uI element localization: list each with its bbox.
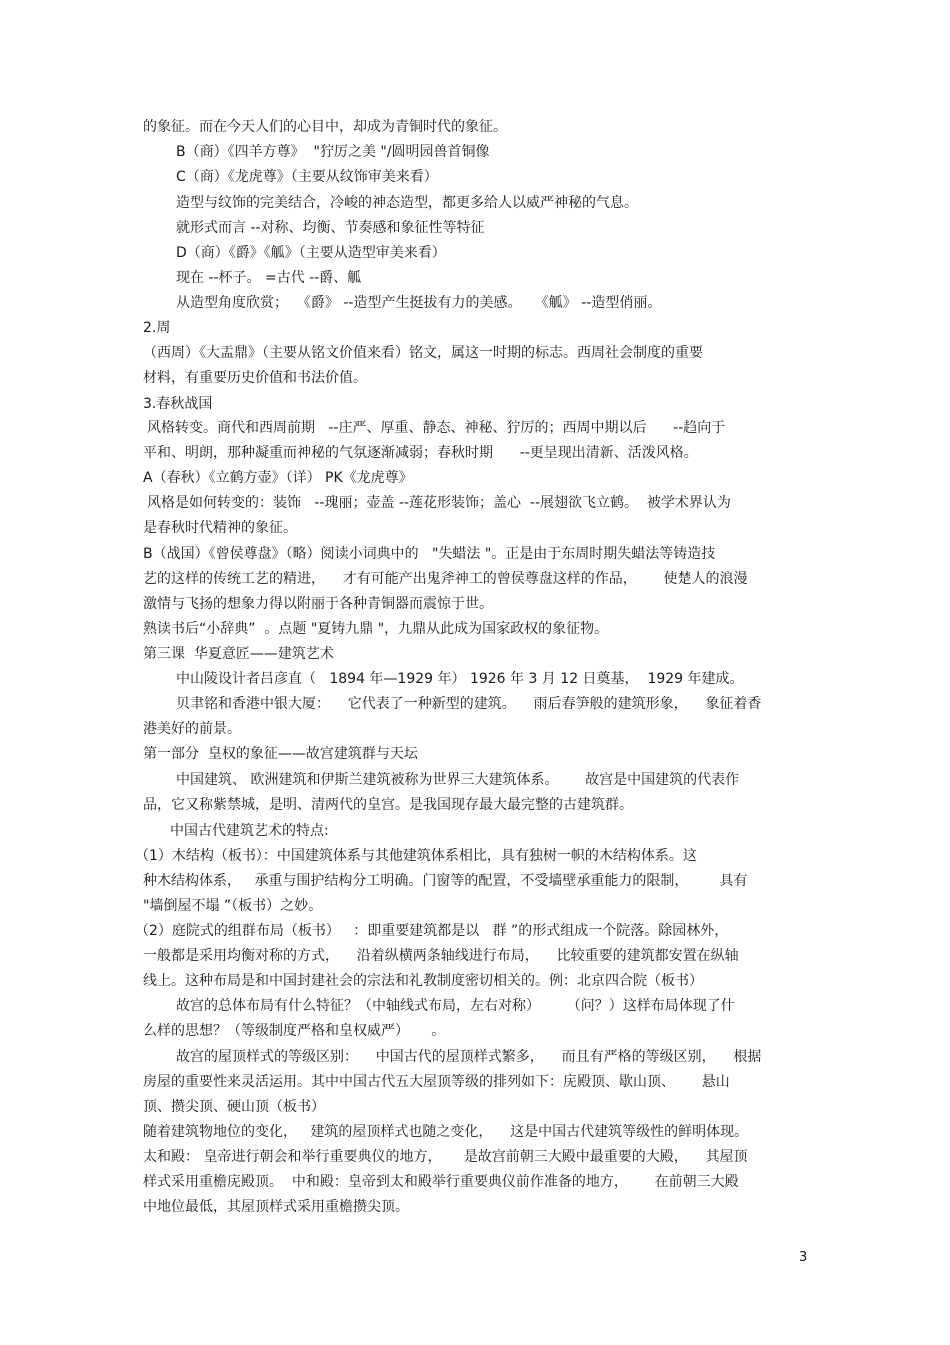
page-number: 3 bbox=[799, 1250, 808, 1265]
text-line: 现在 --杯子。 =古代 --爵、觚 bbox=[176, 270, 362, 286]
text-line: 太和殿： 皇帝进行朝会和举行重要典仪的地方， 是故宫前朝三大殿中最重要的大殿， 其屋顶 bbox=[143, 1149, 748, 1165]
section-heading: 第一部分 皇权的象征——故宫建筑群与天坛 bbox=[143, 746, 418, 762]
text-line: C（商）《龙虎尊》（主要从纹饰审美来看） bbox=[176, 169, 438, 185]
text-line: 风格是如何转变的：装饰 --瑰丽；壶盖 --莲花形装饰；盖心 --展翅欲飞立鹤。 被学术界认为 bbox=[147, 495, 731, 511]
text-line: 品，它又称紫禁城，是明、清两代的皇宫。是我国现存最大最完整的古建筑群。 bbox=[143, 797, 633, 813]
text-line: 平和、明朗，那种凝重而神秘的气氛逐渐减弱；春秋时期 --更呈现出清新、活泼风格。 bbox=[143, 445, 698, 461]
text-line: 房屋的重要性来灵活运用。其中中国古代五大屋顶等级的排列如下：庑殿顶、歇山顶、 悬山 bbox=[143, 1074, 730, 1090]
text-line: 中国建筑、 欧洲建筑和伊斯兰建筑被称为世界三大建筑体系。 故宫是中国建筑的代表作 bbox=[176, 772, 740, 788]
text-line: 的象征。而在今天人们的心目中，却成为青铜时代的象征。 bbox=[143, 119, 507, 135]
text-line: B（战国）《曾侯尊盘》（略）阅读小词典中的 "失蜡法 "。正是由于东周时期失蜡法等铸造技 bbox=[143, 546, 716, 562]
text-line: 从造型角度欣赏； 《爵》 --造型产生挺拔有力的美感。 《觚》 --造型俏丽。 bbox=[176, 295, 662, 311]
text-line: 就形式而言 --对称、均衡、节奏感和象征性等特征 bbox=[176, 220, 485, 236]
section-heading: 3.春秋战国 bbox=[143, 396, 213, 412]
text-line: 熟读书后“小辞典” 。点题 "夏铸九鼎 "，九鼎从此成为国家政权的象征物。 bbox=[143, 621, 609, 637]
text-line: 样式采用重檐庑殿顶。 中和殿：皇帝到太和殿举行重要典仪前作准备的地方， 在前朝三大殿 bbox=[143, 1174, 739, 1190]
text-line: A（春秋）《立鹤方壶》（详） PK《龙虎尊》 bbox=[143, 470, 413, 486]
text-line: 顶、攒尖顶、硬山顶（板书） bbox=[143, 1099, 325, 1115]
text-line: 故宫的屋顶样式的等级区别： 中国古代的屋顶样式繁多， 而且有严格的等级区别， 根据 bbox=[176, 1049, 762, 1065]
text-line: （西周）《大盂鼎》（主要从铭文价值来看）铭文，属这一时期的标志。西周社会制度的重要 bbox=[143, 345, 703, 361]
text-line: 中山陵设计者吕彦直（ 1894 年—1929 年） 1926 年 3 月 12 日奠基， 1929 年建成。 bbox=[176, 671, 744, 687]
text-line: 风格转变。商代和西周前期 --庄严、厚重、静态、神秘、狞厉的；西周中期以后 --趋向于 bbox=[147, 420, 726, 436]
text-line: 材料，有重要历史价值和书法价值。 bbox=[143, 370, 367, 386]
section-heading: 2.周 bbox=[143, 320, 171, 336]
text-line: （1）木结构（板书）：中国建筑体系与其他建筑体系相比，具有独树一帜的木结构体系。这 bbox=[135, 848, 697, 864]
text-line: 艺的这样的传统工艺的精进， 才有可能产出鬼斧神工的曾侯尊盘这样的作品， 使楚人的浪漫 bbox=[143, 571, 748, 587]
section-heading: 第三课 华夏意匠——建筑艺术 bbox=[143, 646, 334, 662]
text-line: 激情与飞扬的想象力得以附丽于各种青铜器而震惊于世。 bbox=[143, 596, 493, 612]
text-line: 故宫的总体布局有什么特征？（中轴线式布局，左右对称） （问？）这样布局体现了什 bbox=[176, 998, 735, 1014]
text-line: 是春秋时代精神的象征。 bbox=[143, 520, 297, 536]
text-line: 线上。这种布局是和中国封建社会的宗法和礼教制度密切相关的。例：北京四合院（板书） bbox=[143, 973, 703, 989]
text-line: 中国古代建筑艺术的特点: bbox=[170, 823, 329, 839]
text-line: 一般都是采用均衡对称的方式， 沿着纵横两条轴线进行布局， 比较重要的建筑都安置在纵轴 bbox=[143, 948, 739, 964]
text-line: 贝聿铭和香港中银大厦： 它代表了一种新型的建筑。 雨后春笋般的建筑形象， 象征着香 bbox=[176, 696, 762, 712]
text-line: "墙倒屋不塌 ”（板书）之妙。 bbox=[143, 898, 323, 914]
text-line: 中地位最低，其屋顶样式采用重檐攒尖顶。 bbox=[143, 1199, 409, 1215]
text-line: 随着建筑物地位的变化， 建筑的屋顶样式也随之变化， 这是中国古代建筑等级性的鲜明体现。 bbox=[143, 1124, 749, 1140]
text-line: 港美好的前景。 bbox=[143, 721, 241, 737]
text-line: 造型与纹饰的完美结合，冷峻的神态造型，都更多给人以威严神秘的气息。 bbox=[176, 195, 638, 211]
text-line: 种木结构体系， 承重与围护结构分工明确。门窗等的配置，不受墙壁承重能力的限制， 具有 bbox=[143, 873, 748, 889]
text-line: 么样的思想？（等级制度严格和皇权威严） 。 bbox=[143, 1023, 446, 1039]
text-line: B（商）《四羊方尊》 "狞厉之美 "/圆明园兽首铜像 bbox=[176, 144, 490, 160]
text-line: （2）庭院式的组群布局（板书） ：即重要建筑都是以 群 ”的形式组成一个院落。除园林外， bbox=[135, 923, 729, 939]
text-line: D（商）《爵》《觚》（主要从造型审美来看） bbox=[176, 245, 446, 261]
